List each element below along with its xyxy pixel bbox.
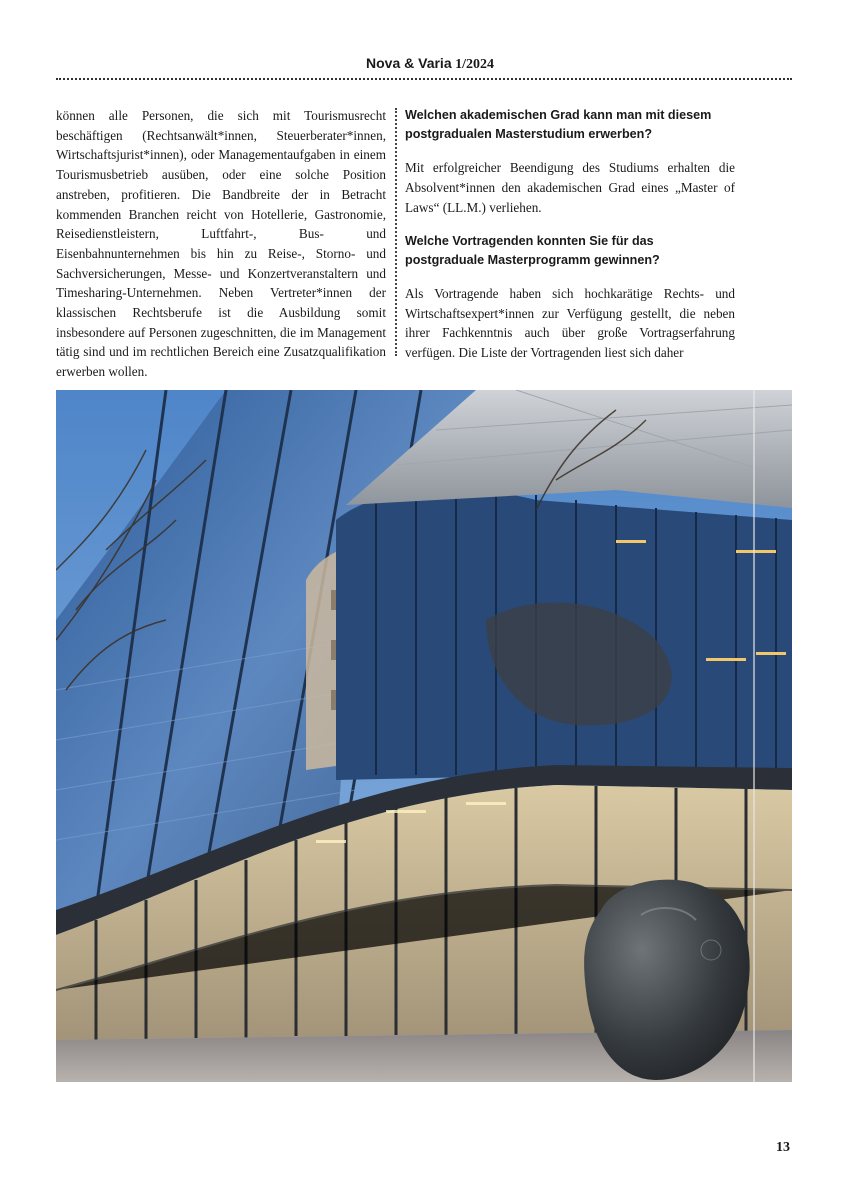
building-photo xyxy=(56,390,792,1082)
issue-number: 1/2024 xyxy=(455,57,494,72)
magazine-name: Nova & Varia xyxy=(366,55,452,71)
right-text-column xyxy=(405,106,735,377)
header-title xyxy=(366,55,494,73)
interview-answer: Mit erfolgreicher Beendigung des Studiums erhalten die Absolvent*innen den akademischen Grad eines „Master of Laws“ (LL.M.) verliehen. xyxy=(405,160,735,215)
body-paragraph: können alle Personen, die sich mit Tourismusrecht beschäftigen (Rechtsanwält*innen, Steuerberater*innen, Wirtschaftsjurist*innen), oder Managementaufgaben in einem Tourismusbetrieb ausüben, oder eine solche Position anstreben, profitieren. Die Bandbreite der in Betracht kommenden Branchen reicht von Hotellerie, Gastronomie, Reisedienstleistern, Luftfahrt-, Bus- und Eisenbahnunternehmen bis hin zu Reise-, Storno- und Sachversicherungen, Messe- und Konzertveranstaltern und Timesharing-Unternehmen. Neben Vertreter*innen der klassischen Rechtsberufe ist die Ausbildung somit insbesondere auf Personen zugeschnitten, die im Management tätig sind und im rechtlichen Bereich eine Zusatzqualifikation erwerben wollen. xyxy=(56,108,386,380)
interview-question: Welchen akademischen Grad kann man mit diesem postgradualen Masterstudium erwerben? xyxy=(405,108,712,142)
interview-answer: Als Vortragende haben sich hochkarätige Rechts- und Wirtschaftsexpert*innen zur Verfügung gestellt, die neben ihrer Fachkenntnis auch über große Vortragserfahrung verfügen. Die Liste der Vortragenden liest sich daher xyxy=(405,285,735,361)
page-header xyxy=(56,52,792,80)
page-number: 13 xyxy=(776,1140,790,1155)
column-divider xyxy=(395,108,397,356)
header-dotted-rule xyxy=(56,78,792,80)
left-text-column xyxy=(56,106,386,396)
interview-question: Welche Vortragenden konnten Sie für das postgraduale Masterprogramm gewinnen? xyxy=(405,233,660,267)
